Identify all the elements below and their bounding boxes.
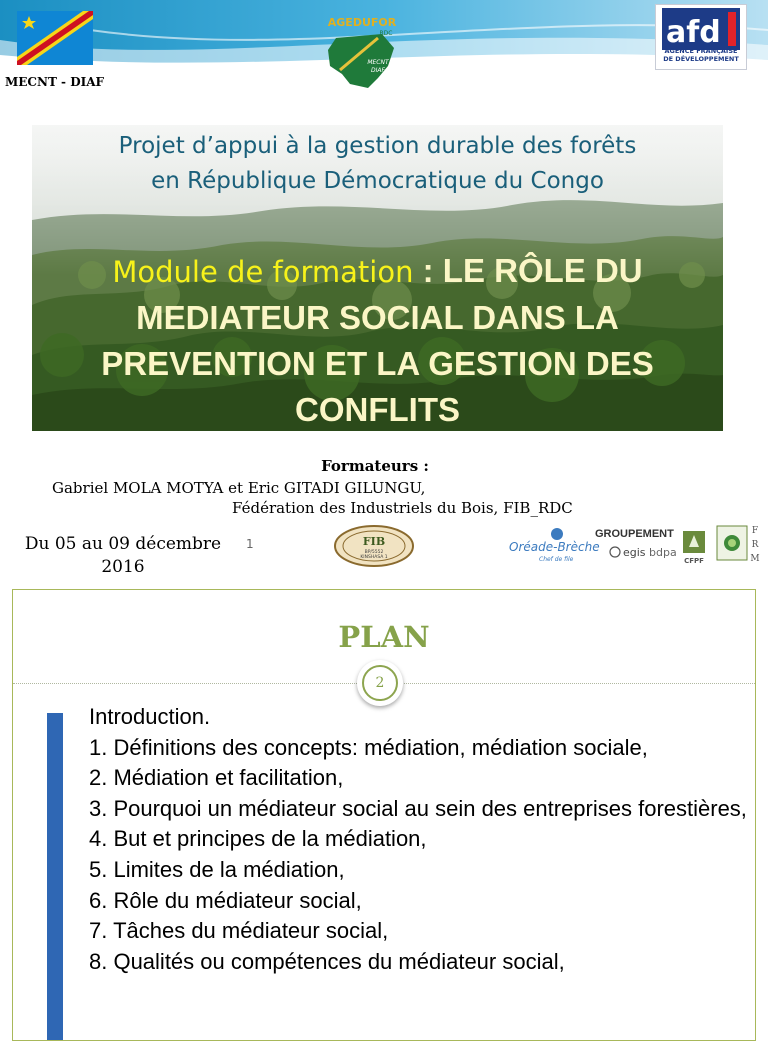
agedufor-logo: [320, 14, 404, 92]
egis-logo: egis: [623, 546, 646, 559]
plan-title: PLAN: [338, 620, 430, 654]
plan-slide: [12, 589, 756, 1041]
cfpf-logo: CFPF: [684, 557, 704, 565]
module-title-text: LE RÔLE DU MEDIATEUR SOCIAL DANS LA PREVENTION ET LA GESTION DES CONFLITS: [101, 252, 654, 428]
afd-logo: [655, 4, 747, 70]
agedufor-name: AGEDUFOR: [327, 16, 397, 29]
egis-sub: bdpa: [649, 546, 677, 559]
plan-item: 4. But et principes de la médiation,: [89, 826, 427, 852]
module-title: [40, 248, 715, 433]
plan-item: 1. Définitions des concepts: médiation, médiation sociale,: [89, 734, 648, 760]
plan-item: 2. Médiation et facilitation,: [89, 765, 344, 791]
frm-f: F: [751, 526, 759, 536]
training-dates: [4, 533, 242, 579]
fib-name: FIB: [362, 535, 386, 548]
slide-number-badge: [357, 660, 403, 706]
drc-flag-icon: [17, 11, 93, 65]
groupement-label: GROUPEMENT: [595, 528, 674, 540]
frm-r: R: [751, 540, 759, 550]
agedufor-sub: RDC: [379, 30, 393, 37]
trainers-heading: Formateurs :: [321, 457, 429, 475]
dates-line2: 2016: [101, 557, 145, 577]
slide-number: 1: [246, 537, 254, 551]
agedufor-tag2: DIAF: [371, 67, 385, 74]
oreade-logo: Oréade-Brèche: [509, 540, 600, 554]
plan-item: Introduction.: [89, 704, 211, 729]
fib-sub1: BP/5552: [364, 550, 384, 555]
afd-line1: AGENCE FRANÇAISE: [664, 47, 738, 55]
trainers-block: [45, 449, 705, 521]
slide-number: 2: [362, 665, 398, 701]
module-separator: :: [413, 252, 443, 289]
fib-sub2: KINSHASA 1: [360, 555, 388, 560]
project-title-line1: Projet d’appui à la gestion durable des forêts: [118, 133, 637, 159]
dates-line1: Du 05 au 09 décembre: [24, 534, 222, 554]
plan-item: 3. Pourquoi un médiateur social au sein des entreprises forestières,: [89, 795, 747, 821]
accent-bar: [47, 713, 63, 1041]
fib-logo: [333, 524, 415, 568]
plan-item: 8. Qualités ou compétences du médiateur social,: [89, 948, 565, 974]
plan-item: 6. Rôle du médiateur social,: [89, 887, 362, 913]
project-title: [32, 129, 723, 199]
trainers-organization: Fédération des Industriels du Bois, FIB_RDC: [232, 499, 573, 517]
partner-logos: [505, 523, 767, 575]
afd-line2: DE DÉVELOPPEMENT: [663, 54, 739, 63]
ministry-label: MECNT - DIAF: [5, 75, 105, 89]
plan-item: 7. Tâches du médiateur social,: [89, 918, 389, 944]
agedufor-tag1: MECNT: [367, 59, 389, 66]
oreade-sub: Chef de file: [539, 556, 574, 563]
afd-mark: [662, 8, 740, 50]
afd-caption: [656, 48, 746, 63]
trainers-names: Gabriel MOLA MOTYA et Eric GITADI GILUNGU,: [52, 479, 426, 497]
project-title-line2: en République Démocratique du Congo: [151, 168, 604, 194]
plan-list: [89, 702, 755, 977]
frm-m: M: [750, 554, 760, 564]
plan-item: 5. Limites de la médiation,: [89, 856, 345, 882]
module-label: Module de formation: [112, 255, 414, 289]
afd-letters: afd: [666, 15, 721, 50]
